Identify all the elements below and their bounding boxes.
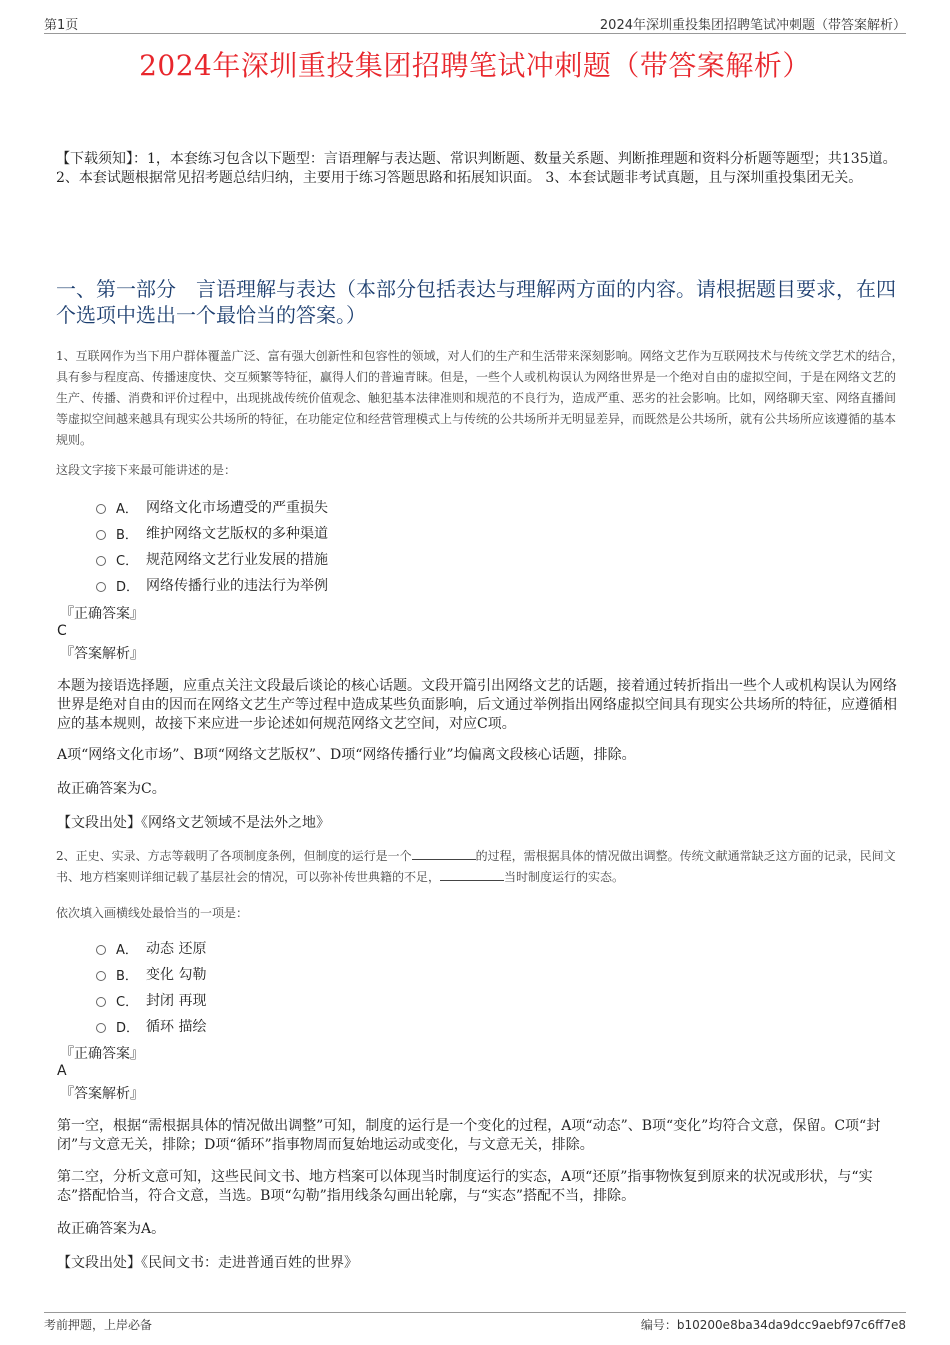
q1-analysis-paragraph: 本题为接语选择题，应重点关注文段最后谈论的核心话题。文段开篇引出网络文艺的话题，接着通过转折指出一些个人或机构误认为网络世界是绝对自由的因而在网络文艺生产等过程中造成某些负面影响，后文通过举例指出网络虚拟空间具有现实公共场所的特征，应遵循相应的基本规则，故接下来应进一步论述如何规范网络文艺空间，对应C项。: [57, 678, 897, 732]
option-text: 循环 描绘: [146, 1019, 207, 1035]
question-2-text: 2、正史、实录、方志等载明了各项制度条例，但制度的运行是一个 的过程，需根据具体的情况做出调整。传统文献通常缺乏这方面的记录，民间文书、地方档案则详细记载了基层社会的情况，可以弥补传世典籍的不足， 当时制度运行的实态。: [56, 849, 896, 884]
question-2-prompt: 依次填入画横线处最恰当的一项是：: [56, 906, 249, 920]
footer-divider: [44, 1312, 906, 1313]
radio-icon[interactable]: [96, 1023, 106, 1033]
option-letter: B．: [116, 527, 138, 543]
q1-analysis-paragraph: 故正确答案为C。: [57, 781, 166, 797]
option-text: 封闭 再现: [146, 993, 207, 1009]
page-number: 第1页: [44, 18, 79, 33]
q1-answer: C: [57, 623, 67, 639]
q1-option-c[interactable]: [96, 549, 328, 569]
option-text: 规范网络文艺行业发展的措施: [146, 552, 328, 568]
fill-blank-1[interactable]: [412, 847, 476, 860]
q1-option-b[interactable]: [96, 523, 328, 543]
option-letter: C．: [116, 994, 139, 1010]
option-letter: D．: [116, 1020, 140, 1036]
header-divider: [44, 33, 906, 34]
footer-slogan: 考前押题，上岸必备: [44, 1318, 153, 1332]
section-heading: 一、第一部分 言语理解与表达（本部分包括表达与理解两方面的内容。请根据题目要求，在四个选项中选出一个最恰当的答案。）: [56, 277, 896, 327]
option-text: 变化 勾勒: [146, 967, 207, 983]
q1-analysis-label: 『答案解析』: [60, 646, 144, 662]
option-letter: C．: [116, 553, 139, 569]
header-doc-title: 2024年深圳重投集团招聘笔试冲刺题（带答案解析）: [599, 18, 906, 33]
q2-analysis-paragraph: 第一空，根据“需根据具体的情况做出调整”可知，制度的运行是一个变化的过程，A项“动态”、B项“变化”均符合文意，保留。C项“封闭”与文意无关，排除；D项“循环”指事物周而复始地运动或变化，与文意无关，排除。: [57, 1118, 881, 1153]
radio-icon[interactable]: [96, 945, 106, 955]
q2-option-d[interactable]: [96, 1016, 206, 1036]
q2-answer-label: 『正确答案』: [60, 1046, 144, 1062]
radio-icon[interactable]: [96, 504, 106, 514]
radio-icon[interactable]: [96, 582, 106, 592]
option-letter: A．: [116, 942, 138, 958]
radio-icon[interactable]: [96, 530, 106, 540]
option-text: 维护网络文艺版权的多种渠道: [146, 526, 328, 542]
option-letter: D．: [116, 579, 140, 595]
q1-analysis-paragraph: A项“网络文化市场”、B项“网络文艺版权”、D项“网络传播行业”均偏离文段核心话题，排除。: [57, 747, 636, 763]
q1-option-d[interactable]: [96, 575, 328, 595]
question-1-text: 1、互联网作为当下用户群体覆盖广泛、富有强大创新性和包容性的领域，对人们的生产和生活带来深刻影响。网络文艺作为互联网技术与传统文学艺术的结合，具有参与程度高、传播速度快、交互频繁等特征，赢得人们的普遍青睐。但是，一些个人或机构误认为网络世界是一个绝对自由的虚拟空间，于是在网络文艺的生产、传播、消费和评价过程中，出现挑战传统价值观念、触犯基本法律准则和规范的不良行为，造成严重、恶劣的社会影响。比如，网络聊天室、网络直播间等虚拟空间越来越具有现实公共场所的特征，在功能定位和经营管理模式上与传统的公共场所并无明显差异，而既然是公共场所，就有公共场所应该遵循的基本规则。: [56, 349, 904, 447]
q2-option-a[interactable]: [96, 938, 206, 958]
download-notice: 【下载须知】：1，本套练习包含以下题型：言语理解与表达题、常识判断题、数量关系题、判断推理题和资料分析题等题型；共135道。 2、本套试题根据常见招考题总结归纳，主要用于练习答题思路和拓展知识面。 3、本套试题非考试真题，且与深圳重投集团无关。: [56, 151, 897, 186]
q2-analysis-paragraph: 第二空，分析文意可知，这些民间文书、地方档案可以体现当时制度运行的实态，A项“还原”指事物恢复到原来的状况或形状，与“实态”搭配恰当，符合文意，当选。B项“勾勒”指用线条勾画出轮廓，与“实态”搭配不当，排除。: [57, 1169, 873, 1204]
page-title: 2024年深圳重投集团招聘笔试冲刺题（带答案解析）: [139, 49, 811, 82]
q2-analysis-label: 『答案解析』: [60, 1086, 144, 1102]
option-text: 网络传播行业的违法行为举例: [146, 578, 328, 594]
radio-icon[interactable]: [96, 997, 106, 1007]
q2-option-b[interactable]: [96, 964, 206, 984]
option-text: 网络文化市场遭受的严重损失: [146, 500, 328, 516]
option-text: 动态 还原: [146, 941, 207, 957]
q1-source: 【文段出处】《网络文艺领域不是法外之地》: [57, 815, 330, 831]
q2-analysis-paragraph: 故正确答案为A。: [57, 1221, 166, 1237]
q2-option-c[interactable]: [96, 990, 206, 1010]
q2-answer: A: [57, 1063, 67, 1079]
radio-icon[interactable]: [96, 556, 106, 566]
fill-blank-2[interactable]: [440, 868, 504, 881]
q2-source: 【文段出处】《民间文书：走进普通百姓的世界》: [57, 1255, 358, 1271]
q1-option-a[interactable]: [96, 497, 328, 517]
option-letter: A．: [116, 501, 138, 517]
question-1-prompt: 这段文字接下来最可能讲述的是：: [56, 463, 237, 477]
footer-doc-id: 编号：b10200e8ba34da9dcc9aebf97c6ff7e8: [640, 1318, 906, 1332]
radio-icon[interactable]: [96, 971, 106, 981]
option-letter: B．: [116, 968, 138, 984]
q1-answer-label: 『正确答案』: [60, 606, 144, 622]
